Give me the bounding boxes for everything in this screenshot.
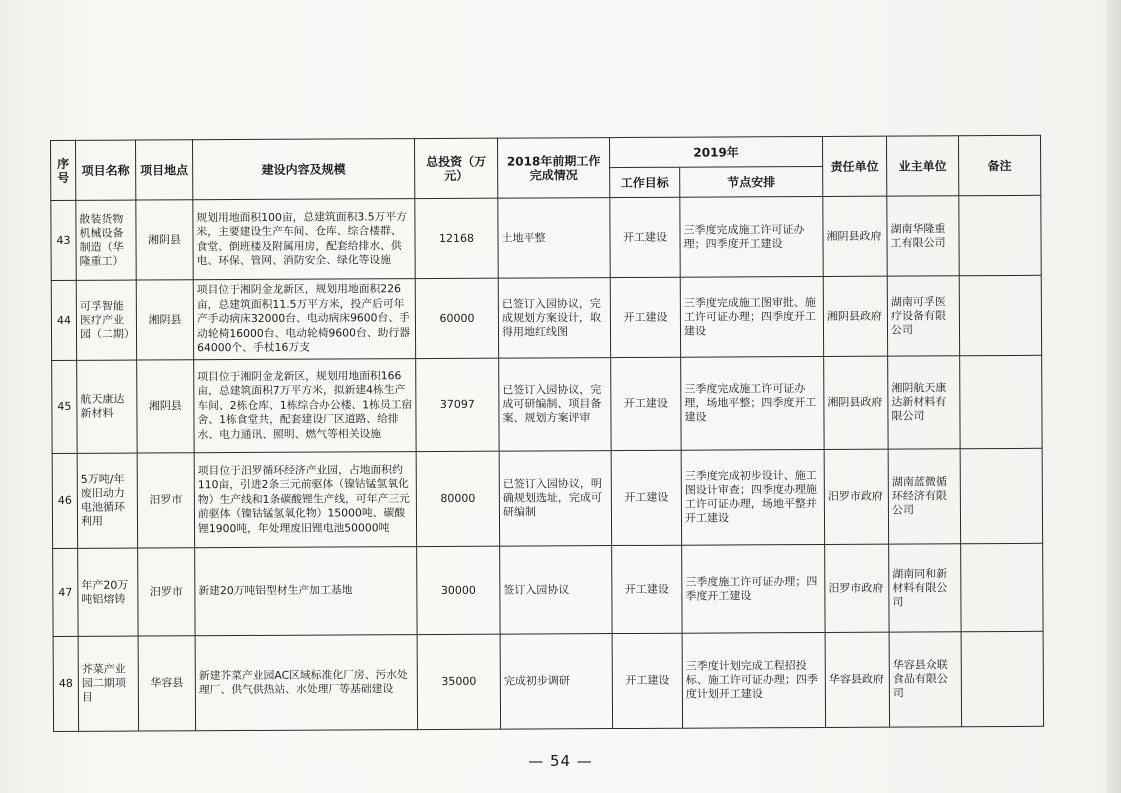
- header-content: 建设内容及规模: [193, 139, 415, 200]
- header-prework: 2018年前期工作完成情况: [497, 138, 609, 199]
- table-row: [51, 275, 1041, 360]
- cell-target: 开工建设: [611, 357, 681, 450]
- cell-schedule: 三季度计划完成工程招投标、施工许可证办理；四季度计划开工建设: [682, 632, 825, 728]
- cell-prework: 签订入园协议: [500, 546, 612, 635]
- cell-remarks: [960, 355, 1042, 448]
- cell-prework: 土地平整: [498, 198, 610, 279]
- cell-remarks: [959, 195, 1041, 275]
- cell-no: 45: [52, 360, 77, 453]
- header-owner: 业主单位: [886, 136, 958, 196]
- cell-name: 散装货物机械设备制造（华隆重工）: [76, 200, 136, 280]
- table-row: [53, 543, 1043, 636]
- cell-name: 芥菜产业园二期项目: [78, 636, 138, 731]
- cell-location: 汨罗市: [137, 453, 194, 548]
- table-row: [53, 631, 1043, 731]
- cell-content: 规划用地面积100亩，总建筑面积3.5万平方米，主要建设生产车间、仓库、综合楼群、食堂、倒班楼及附属用房，配套给排水、供电、环保、管网、消防安全、绿化等设施: [193, 199, 415, 280]
- cell-investment: 35000: [417, 634, 500, 729]
- cell-name: 可孚智能医疗产业园（二期）: [76, 280, 136, 360]
- header-target: 工作目标: [610, 167, 680, 197]
- cell-owner: 湘阴航天康达新材料有限公司: [888, 356, 960, 449]
- cell-target: 开工建设: [612, 633, 682, 728]
- cell-location: 华容县: [138, 636, 195, 731]
- cell-location: 湘阴县: [137, 360, 194, 453]
- cell-owner: 湖南同和新材料有限公司: [889, 544, 961, 632]
- header-no: 序号: [51, 140, 76, 200]
- scan-edge: [1107, 0, 1121, 793]
- header-responsible: 责任单位: [822, 136, 886, 196]
- cell-responsible: 汨罗市政府: [824, 449, 888, 544]
- cell-owner: 华容县众联食品有限公司: [889, 632, 961, 727]
- header-year-2019: 2019年: [609, 136, 822, 167]
- cell-remarks: [961, 631, 1043, 726]
- cell-responsible: 汨罗市政府: [825, 544, 889, 632]
- cell-target: 开工建设: [612, 545, 682, 633]
- cell-remarks: [960, 448, 1042, 543]
- header-row-1: [51, 135, 1041, 170]
- cell-content: 新建20万吨铝型材生产加工基地: [195, 547, 417, 636]
- cell-investment: 60000: [415, 278, 498, 358]
- cell-no: 48: [53, 636, 78, 731]
- cell-responsible: 湘阴县政府: [823, 196, 887, 276]
- cell-investment: 30000: [417, 546, 500, 634]
- table-row: [52, 448, 1042, 548]
- cell-remarks: [961, 543, 1043, 631]
- header-schedule: 节点安排: [680, 166, 823, 197]
- cell-schedule: 三季度完成初步设计、施工图设计审查；四季度办理施工许可证办理，场地平整并开工建设: [681, 449, 824, 545]
- header-investment: 总投资（万元）: [414, 138, 497, 198]
- cell-prework: 已签订入园协议，明确规划选址，完成可研编制: [499, 451, 611, 547]
- cell-name: 5万吨/年废旧动力电池循环利用: [77, 453, 137, 548]
- cell-content: 新建芥菜产业园AC区域标准化厂房、污水处理厂、供气供热站、水处理厂等基础建设: [195, 635, 417, 731]
- table-row: [52, 355, 1042, 453]
- cell-schedule: 三季度完成施工图审批、施工许可证办理；四季度开工建设: [680, 276, 823, 357]
- cell-no: 46: [52, 453, 77, 548]
- project-table: [50, 135, 1044, 732]
- cell-owner: 湖南蓝微循环经济有限公司: [888, 449, 960, 544]
- cell-target: 开工建设: [611, 450, 681, 545]
- cell-name: 航天康达新材料: [77, 360, 137, 453]
- cell-investment: 37097: [416, 358, 499, 451]
- cell-owner: 湖南可孚医疗设备有限公司: [887, 276, 959, 356]
- cell-name: 年产20万吨铝熔铸: [78, 548, 138, 636]
- header-remarks: 备注: [958, 135, 1040, 195]
- cell-no: 44: [51, 280, 76, 360]
- cell-content: 项目位于湘阴金龙新区，规划用地面积226亩，总建筑面积11.5万平方米，投产后可年产手动病床32000台、电动病床9600台、手动轮椅16000台、电动轮椅9600台、助行器64000个、手杖16万支: [193, 279, 415, 360]
- cell-schedule: 三季度完成施工许可证办理；四季度开工建设: [680, 196, 823, 277]
- cell-location: 湘阴县: [136, 280, 193, 360]
- cell-location: 湘阴县: [136, 200, 193, 280]
- cell-content: 项目位于汨罗循环经济产业园，占地面积约110亩，引进2条三元前驱体（镍钴锰氢氧化物）生产线和1条碳酸锂生产线，可年产三元前驱体（镍钴锰氢氧化物）15000吨、碳酸锂1900吨，年处理废旧锂电池50000吨: [194, 452, 416, 548]
- table-row: [51, 195, 1041, 280]
- cell-target: 开工建设: [610, 277, 680, 357]
- cell-prework: 已签订入园协议，完成可研编制、项目备案、规划方案评审: [499, 358, 611, 452]
- cell-investment: 80000: [416, 451, 499, 546]
- cell-responsible: 湘阴县政府: [824, 356, 888, 449]
- cell-investment: 12168: [415, 198, 498, 278]
- cell-target: 开工建设: [610, 197, 680, 277]
- cell-remarks: [959, 275, 1041, 355]
- cell-schedule: 三季度完成施工许可证办理，场地平整；四季度开工建设: [681, 356, 824, 450]
- cell-content: 项目位于湘阴金龙新区，规划用地面积166亩，总建筑面积7万平方米，拟新建4栋生产车间、2栋仓库、1栋综合办公楼、1栋员工宿舍、1栋食堂共，配套建设厂区道路、给排水、电力通讯、照明、燃气等相关设施: [194, 359, 416, 453]
- header-name: 项目名称: [76, 140, 136, 200]
- cell-no: 47: [53, 548, 78, 636]
- page-number: — 54 —: [528, 752, 593, 770]
- cell-no: 43: [51, 200, 76, 280]
- cell-responsible: 湘阴县政府: [823, 276, 887, 356]
- cell-prework: 已签订入园协议，完成规划方案设计，取得用地红线图: [498, 278, 610, 359]
- cell-responsible: 华容县政府: [825, 632, 889, 727]
- cell-schedule: 三季度施工许可证办理；四季度开工建设: [682, 544, 825, 633]
- cell-prework: 完成初步调研: [500, 634, 612, 730]
- cell-owner: 湖南华隆重工有限公司: [887, 196, 959, 276]
- cell-location: 汨罗市: [138, 548, 195, 636]
- header-location: 项目地点: [136, 140, 193, 200]
